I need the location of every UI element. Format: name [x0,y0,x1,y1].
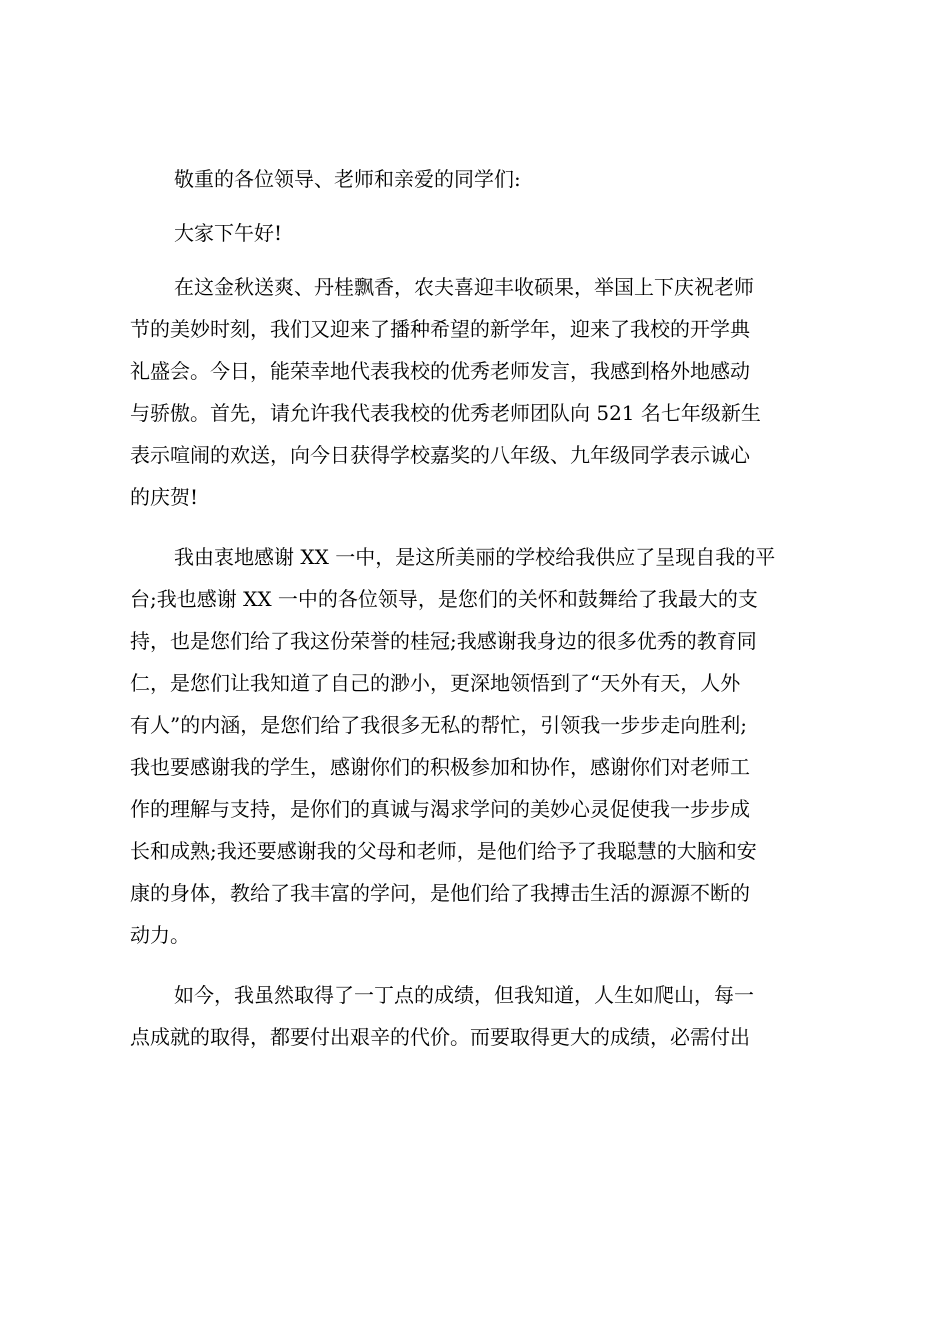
paragraph-line: 与骄傲。首先，请允许我代表我校的优秀老师团队向 521 名七年级新生 [130,401,761,425]
paragraph-2 [130,536,830,956]
greeting: 大家下午好! [174,221,283,245]
paragraph-line: 节的美妙时刻，我们又迎来了播种希望的新学年，迎来了我校的开学典 [130,317,750,341]
paragraph-line: 作的理解与支持，是你们的真诚与渴求学问的美妙心灵促使我一步步成 [130,797,750,821]
paragraph-line: 礼盛会。今日，能荣幸地代表我校的优秀老师发言，我感到格外地感动 [130,359,750,383]
paragraph-3 [130,974,830,1058]
paragraph-line: 表示喧闹的欢送，向今日获得学校嘉奖的八年级、九年级同学表示诚心 [130,443,750,467]
paragraph-line: 持，也是您们给了我这份荣誉的桂冠;我感谢我身边的很多优秀的教育同 [130,629,757,653]
paragraph-line: 长和成熟;我还要感谢我的父母和老师，是他们给予了我聪慧的大脑和安 [130,839,757,863]
salutation: 敬重的各位领导、老师和亲爱的同学们: [174,167,521,191]
paragraph-line: 我也要感谢我的学生，感谢你们的积极参加和协作，感谢你们对老师工 [130,755,750,779]
speech-body [130,158,830,1076]
paragraph-line: 点成就的取得，都要付出艰辛的代价。而要取得更大的成绩，必需付出 [130,1025,750,1049]
paragraph-line: 有人”的内涵，是您们给了我很多无私的帮忙，引领我一步步走向胜利; [130,713,747,737]
paragraph-line: 的庆贺! [130,485,199,509]
paragraph-1 [130,266,830,518]
paragraph-line: 动力。 [130,923,190,947]
paragraph-line: 康的身体，教给了我丰富的学问，是他们给了我搏击生活的源源不断的 [130,881,750,905]
paragraph-line: 如今，我虽然取得了一丁点的成绩，但我知道，人生如爬山，每一 [174,983,754,1007]
paragraph-line: 在这金秋送爽、丹桂飘香，农夫喜迎丰收硕果，举国上下庆祝老师 [174,275,754,299]
paragraph-line: 我由衷地感谢 XX 一中，是这所美丽的学校给我供应了呈现自我的平 [174,545,776,569]
paragraph-line: 台;我也感谢 XX 一中的各位领导，是您们的关怀和鼓舞给了我最大的支 [130,587,758,611]
paragraph-line: 仁，是您们让我知道了自己的渺小，更深地领悟到了“天外有天，人外 [130,671,741,695]
